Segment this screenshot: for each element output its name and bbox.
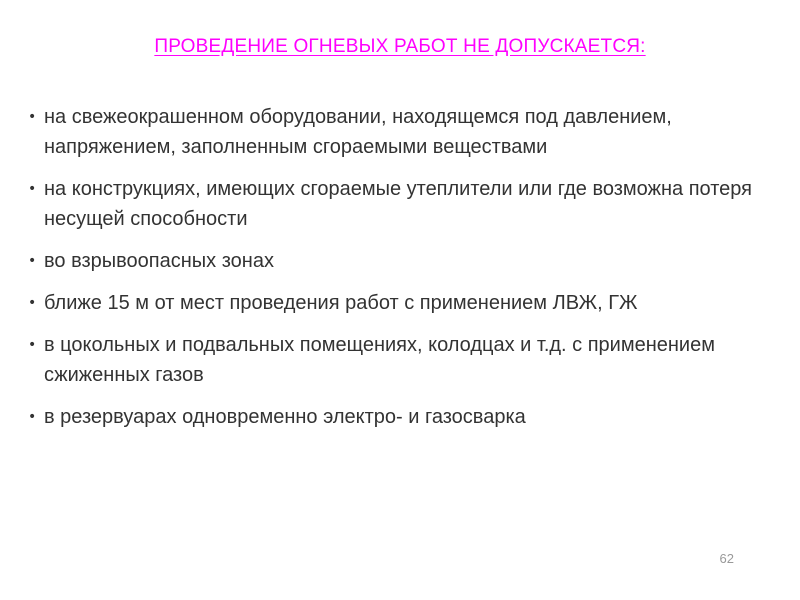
bullet-dot-icon: • <box>28 253 37 269</box>
slide-title: ПРОВЕДЕНИЕ ОГНЕВЫХ РАБОТ НЕ ДОПУСКАЕТСЯ: <box>154 36 646 57</box>
bullet-dot-icon: • <box>28 109 37 125</box>
page-number: 62 <box>719 551 734 566</box>
bullet-text: в цокольных и подвальных помещениях, колодцах и т.д. с применением сжиженных газов <box>44 334 715 386</box>
bullet-text: на конструкциях, имеющих сгораемые утеплители или где возможна потеря несущей способности <box>44 178 752 230</box>
bullet-dot-icon: • <box>28 181 37 197</box>
bullet-dot-icon: • <box>28 409 37 425</box>
bullet-dot-icon: • <box>28 337 37 353</box>
bullet-text: на свежеокрашенном оборудовании, находящемся под давлением, напряжением, заполненным сгораемыми веществами <box>44 106 672 158</box>
bullet-item <box>28 246 790 276</box>
bullet-item <box>28 174 790 234</box>
bullet-text: в резервуарах одновременно электро- и газосварка <box>44 406 526 428</box>
bullet-dot-icon: • <box>28 295 37 311</box>
bullet-item <box>28 288 790 318</box>
bullet-text: ближе 15 м от мест проведения работ с применением ЛВЖ, ГЖ <box>44 292 638 314</box>
bullet-item <box>28 330 790 390</box>
bullet-item <box>28 102 790 162</box>
bullet-text: во взрывоопасных зонах <box>44 250 274 272</box>
bullet-list <box>28 102 790 444</box>
bullet-item <box>28 402 790 432</box>
